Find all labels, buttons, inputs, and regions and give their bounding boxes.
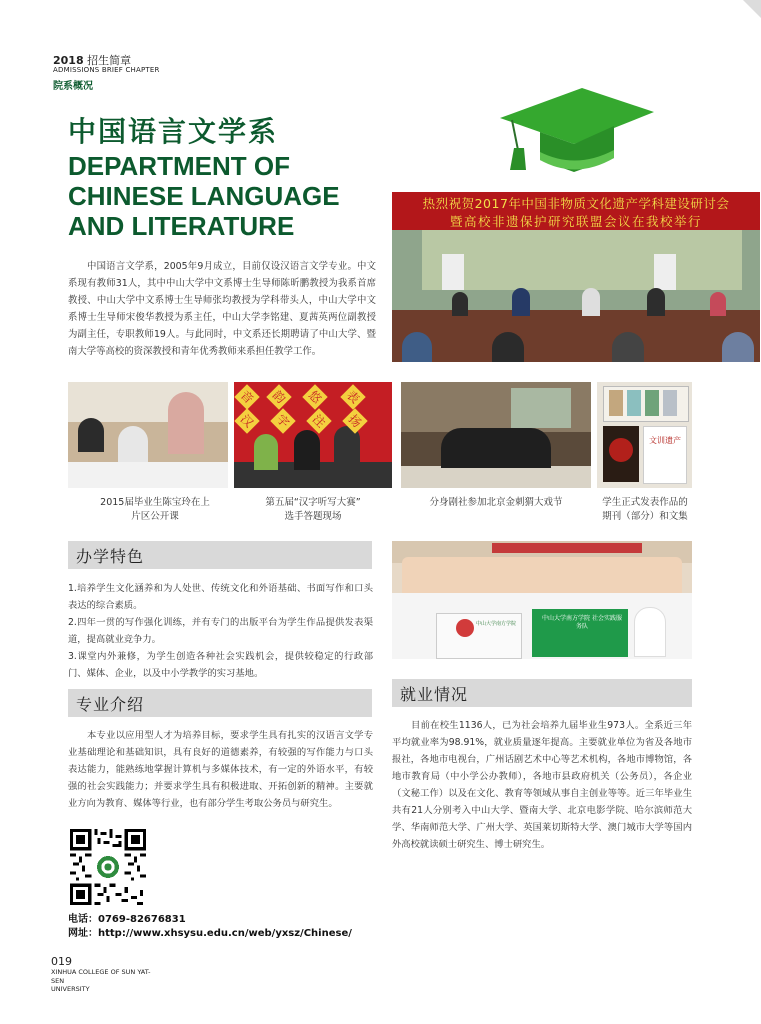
footer-college: XINHUA COLLEGE OF SUN YAT-SEN UNIVERSITY (51, 968, 151, 993)
features-heading-bar (68, 541, 372, 569)
journals-photo (597, 382, 692, 488)
drama-club-photo (401, 382, 591, 488)
banner-line1: 热烈祝贺2017年中国非物质文化遗产学科建设研讨会 (422, 196, 730, 211)
title-en: DEPARTMENT OF CHINESE LANGUAGE AND LITERATURE (68, 151, 340, 241)
header-year: 2018 招生简章 (53, 54, 132, 67)
poster-char-7: 注 (306, 408, 331, 433)
conference-photo (392, 192, 760, 362)
page-number: 019 (51, 955, 72, 968)
employment-heading-bar (392, 679, 692, 707)
contact-phone: 电话：0769-82676831 (68, 914, 186, 925)
title-cn: 中国语言文学系 (68, 115, 279, 148)
features-item-2: 2.四年一贯的写作强化训练，并有专门的出版平台为学生作品提供发表渠道，提高就业竞争力。 (68, 617, 373, 645)
features-item-1: 1.培养学生文化涵养和为人处世、传统文化和外语基础、书面写作和口头表达的综合素质。 (68, 583, 373, 611)
graduation-cap-icon (500, 88, 654, 178)
page-corner-fold (743, 0, 761, 18)
poster-char-1: 音 (234, 384, 259, 409)
header-section: 院系概况 (53, 81, 93, 92)
group-photo (392, 541, 692, 659)
employment-paragraph: 目前在校生1136人，已为社会培养九届毕业生973人。全系近三年平均就业率为98.91%，就业质量逐年提高。主要就业单位为省及各地市报社，各地市电视台，广州话剧艺术中心等艺术机构，各地市博物馆，各地市教育局（中小学公办教师），各地市县政府机关（公务员），各企业（文秘工作）以及在文化、教育等领域从事自主创业等等。近三年毕业生共有21人分别考入中山大学、暨南大学、北京电影学院、哈尔滨师范大学、华南师范大学、广州大学、英国莱切斯特大学、澳门城市大学等国内外高校就读硕士研究生、博士研究生。 (392, 720, 692, 850)
features-item-3: 3.课堂内外兼修，为学生创造各种社会实践机会，提供较稳定的行政部门、媒体、企业，以及中小学教学的实习基地。 (68, 651, 373, 679)
qr-code-icon[interactable] (70, 829, 146, 905)
employment-heading: 就业情况 (400, 685, 469, 704)
poster-char-4: 表 (340, 384, 365, 409)
intro-paragraph: 中国语言文学系，2005年9月成立，目前仅设汉语言文学专业。中文系现有教师31人，其中中山大学中文系博士生导师陈昕鹏教授为我系首席教授、中山大学中文系博士生导师张均教授为学科带头人，中山大学中文系博士生导师宋俊华教授为系主任，中山大学李铭建、夏茜英两位副教授为副主任，专职教师19人。与此同时，中文系还长期聘请了中山大学、暨南大学等高校的资深教授和青年优秀教师来系担任教学工作。 (68, 261, 376, 357)
major-heading: 专业介绍 (76, 695, 145, 714)
poster-char-2: 韵 (266, 384, 291, 409)
poster-char-8: 扬 (342, 408, 367, 433)
banner-line2: 暨高校非遗保护研究联盟会议在我校举行 (449, 214, 702, 229)
contact-url[interactable]: 网址：http://www.xhsysu.edu.cn/web/yxsz/Chinese/ (68, 928, 352, 939)
photo-caption-3: 分身剧社参加北京金刺猬大戏节 (429, 497, 563, 508)
booklet-title: 文训遗产 (649, 436, 681, 445)
group-flag-right: 中山大学南方学院 社会实践服务队 (542, 615, 622, 630)
poster-char-5: 汉 (234, 408, 259, 433)
header-en: ADMISSIONS BRIEF CHAPTER (53, 66, 160, 74)
poster-char-6: 字 (270, 408, 295, 433)
conference-banner (392, 192, 760, 230)
features-heading: 办学特色 (76, 547, 145, 566)
class-photo (68, 382, 228, 488)
photo-caption-2: 第五届“汉字听写大赛” 选手答题现场 (265, 497, 361, 522)
group-flag-left: 中山大学南方学院 (476, 621, 517, 627)
major-paragraph: 本专业以应用型人才为培养目标，要求学生具有扎实的汉语言文学专业基础理论和基础知识，具有良好的道德素养，有较强的写作能力与口头表达能力，能熟练地掌握计算机与多媒体技术，有一定的外语水平，有较强的社会实践能力；并要求学生具有积极进取、开拓创新的精神。主要就业方向为教育、媒体等行业，也有部分学生考取公务员与研究生。 (68, 730, 373, 809)
features-list (68, 580, 373, 682)
photo-caption-1: 2015届毕业生陈宝玲在上 片区公开课 (100, 497, 210, 522)
poster-char-3: 悠 (302, 384, 327, 409)
photo-caption-4: 学生正式发表作品的 期刊（部分）和文集 (602, 497, 688, 522)
major-heading-bar (68, 689, 372, 717)
dictation-contest-photo (234, 382, 392, 488)
